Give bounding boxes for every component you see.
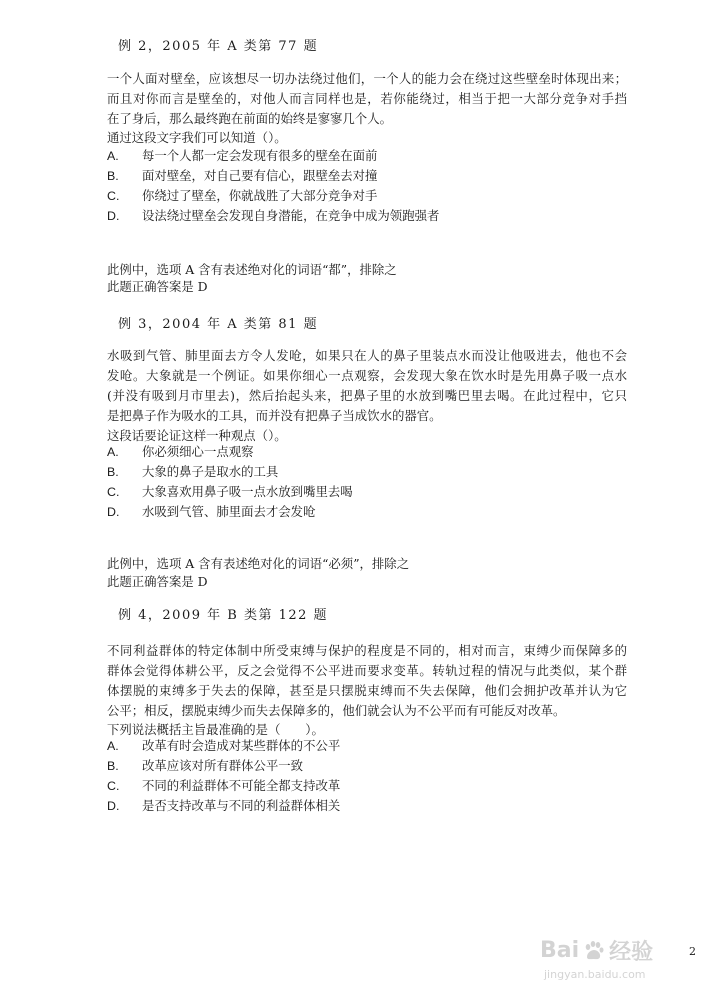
option-d [107, 796, 340, 816]
option-c [107, 186, 439, 206]
passage-line: 一个人面对壁垒，应该想尽一切办法绕过他们，一个人的能力会在绕过这些壁垒时体现出来； [107, 71, 627, 86]
option-text: 大象的鼻子是取水的工具 [142, 464, 279, 479]
passage-line: 公平；相反，摆脱束缚少而失去保障多的，他们就会认为不公平而有可能反对改革。 [107, 703, 566, 718]
option-b [107, 462, 353, 482]
question-passage [107, 641, 627, 721]
page-number: 2 [689, 945, 696, 958]
passage-line: 而且对你而言是壁垒的，对他人而言同样也是，若你能绕过，相当于把一大部分竞争对手挡 [107, 91, 627, 106]
option-letter: A. [107, 445, 119, 459]
option-letter: B. [107, 169, 119, 183]
example-heading: 例 3，2004 年 A 类第 81 题 [118, 317, 319, 332]
watermark-brand [540, 935, 690, 966]
option-list [107, 442, 353, 522]
option-a [107, 146, 439, 166]
watermark-brand-left: Bai [540, 938, 580, 963]
option-list [107, 736, 340, 816]
option-d [107, 206, 439, 226]
option-letter: D. [107, 505, 120, 519]
option-c [107, 776, 340, 796]
question-prompt: 这段话要论证这样一种观点（）。 [107, 428, 287, 443]
option-text: 你必须细心一点观察 [142, 444, 254, 459]
passage-line: 体摆脱的束缚多于失去的保障，甚至是只摆脱束缚而不失去保障，他们会拥护改革并认为它 [107, 683, 627, 698]
option-text: 改革有时会造成对某些群体的不公平 [142, 738, 341, 753]
question-prompt: 下列说法概括主旨最准确的是（ ）。 [107, 722, 324, 737]
option-a [107, 442, 353, 462]
option-text: 大象喜欢用鼻子吸一点水放到嘴里去喝 [142, 484, 353, 499]
baidu-paw-icon [582, 939, 606, 963]
option-text: 每一个人都一定会发现有很多的壁垒在面前 [142, 148, 378, 163]
option-a [107, 736, 340, 756]
option-b [107, 166, 439, 186]
option-d [107, 502, 353, 522]
option-letter: C. [107, 485, 120, 499]
analysis-text: 此例中，选项 A 含有表述绝对化的词语“必须”，排除之 [107, 556, 410, 571]
passage-line: 是把鼻子作为吸水的工具，而并没有把鼻子当成饮水的器官。 [107, 408, 442, 423]
option-letter: B. [107, 465, 119, 479]
answer-text: 此题正确答案是 D [107, 574, 208, 589]
passage-line: 群体会觉得体耕公平，反之会觉得不公平进而要求变革。转轨过程的情况与此类似，某个群 [107, 663, 627, 678]
passage-line: 不同利益群体的特定体制中所受束缚与保护的程度是不同的，相对而言，束缚少而保障多的 [107, 643, 627, 658]
option-text: 面对壁垒，对自己要有信心，跟壁垒去对撞 [142, 168, 378, 183]
option-text: 水吸到气管、肺里面去才会发呛 [142, 504, 316, 519]
option-letter: C. [107, 779, 120, 793]
question-passage [107, 69, 627, 129]
option-text: 不同的利益群体不可能全都支持改革 [142, 778, 341, 793]
passage-line: 发呛。大象就是一个例证。如果你细心一点观察，会发现大象在饮水时是先用鼻子吸一点水 [107, 368, 627, 383]
option-list [107, 146, 439, 226]
watermark-url: jingyan.baidu.com [544, 968, 646, 981]
option-text: 你绕过了壁垒，你就战胜了大部分竞争对手 [142, 188, 378, 203]
option-letter: A. [107, 739, 119, 753]
option-letter: D. [107, 799, 120, 813]
watermark-brand-right: 经验 [609, 940, 654, 965]
option-letter: B. [107, 759, 119, 773]
option-c [107, 482, 353, 502]
option-text: 改革应该对所有群体公平一致 [142, 758, 304, 773]
option-letter: C. [107, 189, 120, 203]
passage-line: (并没有吸到月市里去)，然后抬起头来，把鼻子里的水放到嘴巴里去喝。在此过程中，它只 [107, 388, 627, 403]
option-b [107, 756, 340, 776]
passage-line: 水吸到气管、肺里面去方令人发呛，如果只在人的鼻子里装点水而没让他吸进去，他也不会 [107, 348, 627, 363]
analysis-text: 此例中，选项 A 含有表述绝对化的词语“都”，排除之 [107, 262, 397, 277]
question-passage [107, 346, 627, 426]
option-text: 设法绕过壁垒会发现自身潜能，在竞争中成为领跑强者 [142, 208, 440, 223]
option-letter: A. [107, 149, 119, 163]
option-letter: D. [107, 209, 120, 223]
answer-text: 此题正确答案是 D [107, 279, 208, 294]
baidu-watermark [540, 935, 690, 995]
example-heading: 例 4，2009 年 B 类第 122 题 [118, 608, 329, 623]
passage-line: 在了身后，那么最终跑在前面的始终是寥寥几个人。 [107, 111, 392, 126]
option-text: 是否支持改革与不同的利益群体相关 [142, 798, 341, 813]
example-heading: 例 2，2005 年 A 类第 77 题 [118, 39, 319, 54]
question-prompt: 通过这段文字我们可以知道（）。 [107, 130, 287, 145]
